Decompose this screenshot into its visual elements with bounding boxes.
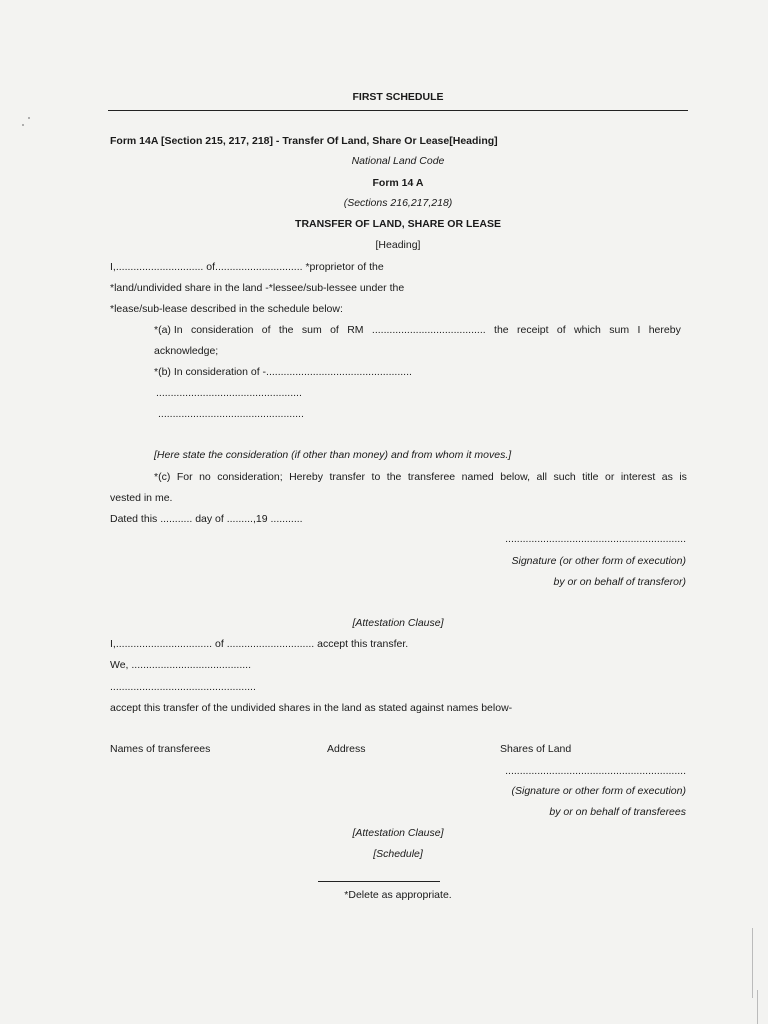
word: transfer bbox=[329, 471, 366, 483]
word: or bbox=[605, 471, 615, 483]
lease-line: *lease/sub-lease described in the schedule below: bbox=[110, 303, 343, 315]
form-number: Form 14 A bbox=[372, 177, 424, 189]
word: of bbox=[330, 324, 339, 336]
word: all bbox=[536, 471, 548, 483]
transferor-by-label: by or on behalf of transferor) bbox=[553, 576, 686, 588]
land-line: *land/undivided share in the land -*lessee/sub-lessee under the bbox=[110, 282, 405, 294]
word: ....................................... bbox=[371, 324, 486, 336]
word: sum bbox=[609, 324, 630, 336]
attestation-clause-2: [Attestation Clause] bbox=[352, 827, 444, 839]
column-header-shares: Shares of Land bbox=[500, 743, 572, 755]
word: transferee bbox=[407, 471, 456, 483]
dated-line: Dated this ........... day of .........,19 ........... bbox=[110, 513, 303, 525]
clause-a-continued: acknowledge; bbox=[154, 345, 219, 357]
footnote-rule bbox=[318, 881, 440, 882]
word: the bbox=[278, 324, 294, 336]
column-header-names: Names of transferees bbox=[110, 743, 211, 755]
word: as bbox=[661, 471, 673, 483]
word: is bbox=[679, 471, 687, 483]
schedule-title: FIRST SCHEDULE bbox=[352, 91, 444, 103]
form-heading: Form 14A [Section 215, 217, 218] - Transfer Of Land, Share Or Lease[Heading] bbox=[110, 135, 498, 147]
consideration-note: [Here state the consideration (if other than money) and from whom it moves.] bbox=[154, 449, 512, 461]
word: *(c) bbox=[154, 471, 171, 483]
word: the bbox=[386, 471, 402, 483]
heading-tag: [Heading] bbox=[375, 239, 421, 251]
word: below, bbox=[500, 471, 531, 483]
scan-edge-mark bbox=[757, 990, 758, 1024]
word: such bbox=[553, 471, 576, 483]
word: title bbox=[582, 471, 599, 483]
word: of bbox=[556, 324, 566, 336]
clause-b-dots-2: .................................................. bbox=[158, 408, 304, 420]
column-header-address: Address bbox=[327, 743, 366, 755]
title-rule bbox=[108, 110, 688, 111]
transferee-signature-label: (Signature or other form of execution) bbox=[511, 785, 686, 797]
word: hereby bbox=[648, 324, 681, 336]
word: consideration; bbox=[217, 471, 283, 483]
footnote: *Delete as appropriate. bbox=[344, 889, 452, 901]
word: to bbox=[371, 471, 381, 483]
transferee-signature-dots: .............................................................. bbox=[505, 765, 686, 777]
word: no bbox=[199, 471, 211, 483]
transferee-by-label: by or on behalf of transferees bbox=[549, 806, 686, 818]
schedule-tag: [Schedule] bbox=[373, 848, 423, 860]
we-line: We, ......................................... bbox=[110, 659, 252, 671]
word: receipt bbox=[517, 324, 549, 336]
word: RM bbox=[347, 324, 364, 336]
word: Hereby bbox=[289, 471, 323, 483]
accept-line: I,................................. of .............................. accept this transfer. bbox=[110, 638, 409, 650]
undivided-shares-text: accept this transfer of the undivided shares in the land as stated against names below- bbox=[110, 702, 513, 714]
word: For bbox=[176, 471, 193, 483]
sections-reference: (Sections 216,217,218) bbox=[343, 197, 453, 209]
word: sum bbox=[301, 324, 322, 336]
clause-b: *(b) In consideration of -.................................................. bbox=[154, 366, 412, 378]
we-dots-line: .................................................. bbox=[110, 681, 256, 693]
clause-c bbox=[154, 470, 687, 484]
word: I bbox=[637, 324, 641, 336]
proprietor-line: I,.............................. of.............................. *proprietor of the bbox=[110, 261, 384, 273]
clause-b-dots-1: .................................................. bbox=[156, 387, 302, 399]
scan-speck bbox=[28, 117, 30, 119]
word: of bbox=[261, 324, 271, 336]
word: interest bbox=[620, 471, 656, 483]
scan-speck bbox=[22, 124, 24, 126]
scan-edge-mark bbox=[752, 928, 753, 998]
code-name: National Land Code bbox=[351, 155, 445, 167]
word: named bbox=[461, 471, 494, 483]
transferor-signature-label: Signature (or other form of execution) bbox=[511, 555, 686, 567]
word: *(a) In bbox=[154, 324, 183, 336]
word: the bbox=[494, 324, 509, 336]
clause-c-continued: vested in me. bbox=[110, 492, 173, 504]
word: consideration bbox=[190, 324, 254, 336]
transferor-signature-dots: .............................................................. bbox=[505, 533, 686, 545]
form-title: TRANSFER OF LAND, SHARE OR LEASE bbox=[295, 218, 501, 230]
clause-a bbox=[154, 323, 681, 337]
word: which bbox=[574, 324, 601, 336]
attestation-clause-1: [Attestation Clause] bbox=[352, 617, 444, 629]
